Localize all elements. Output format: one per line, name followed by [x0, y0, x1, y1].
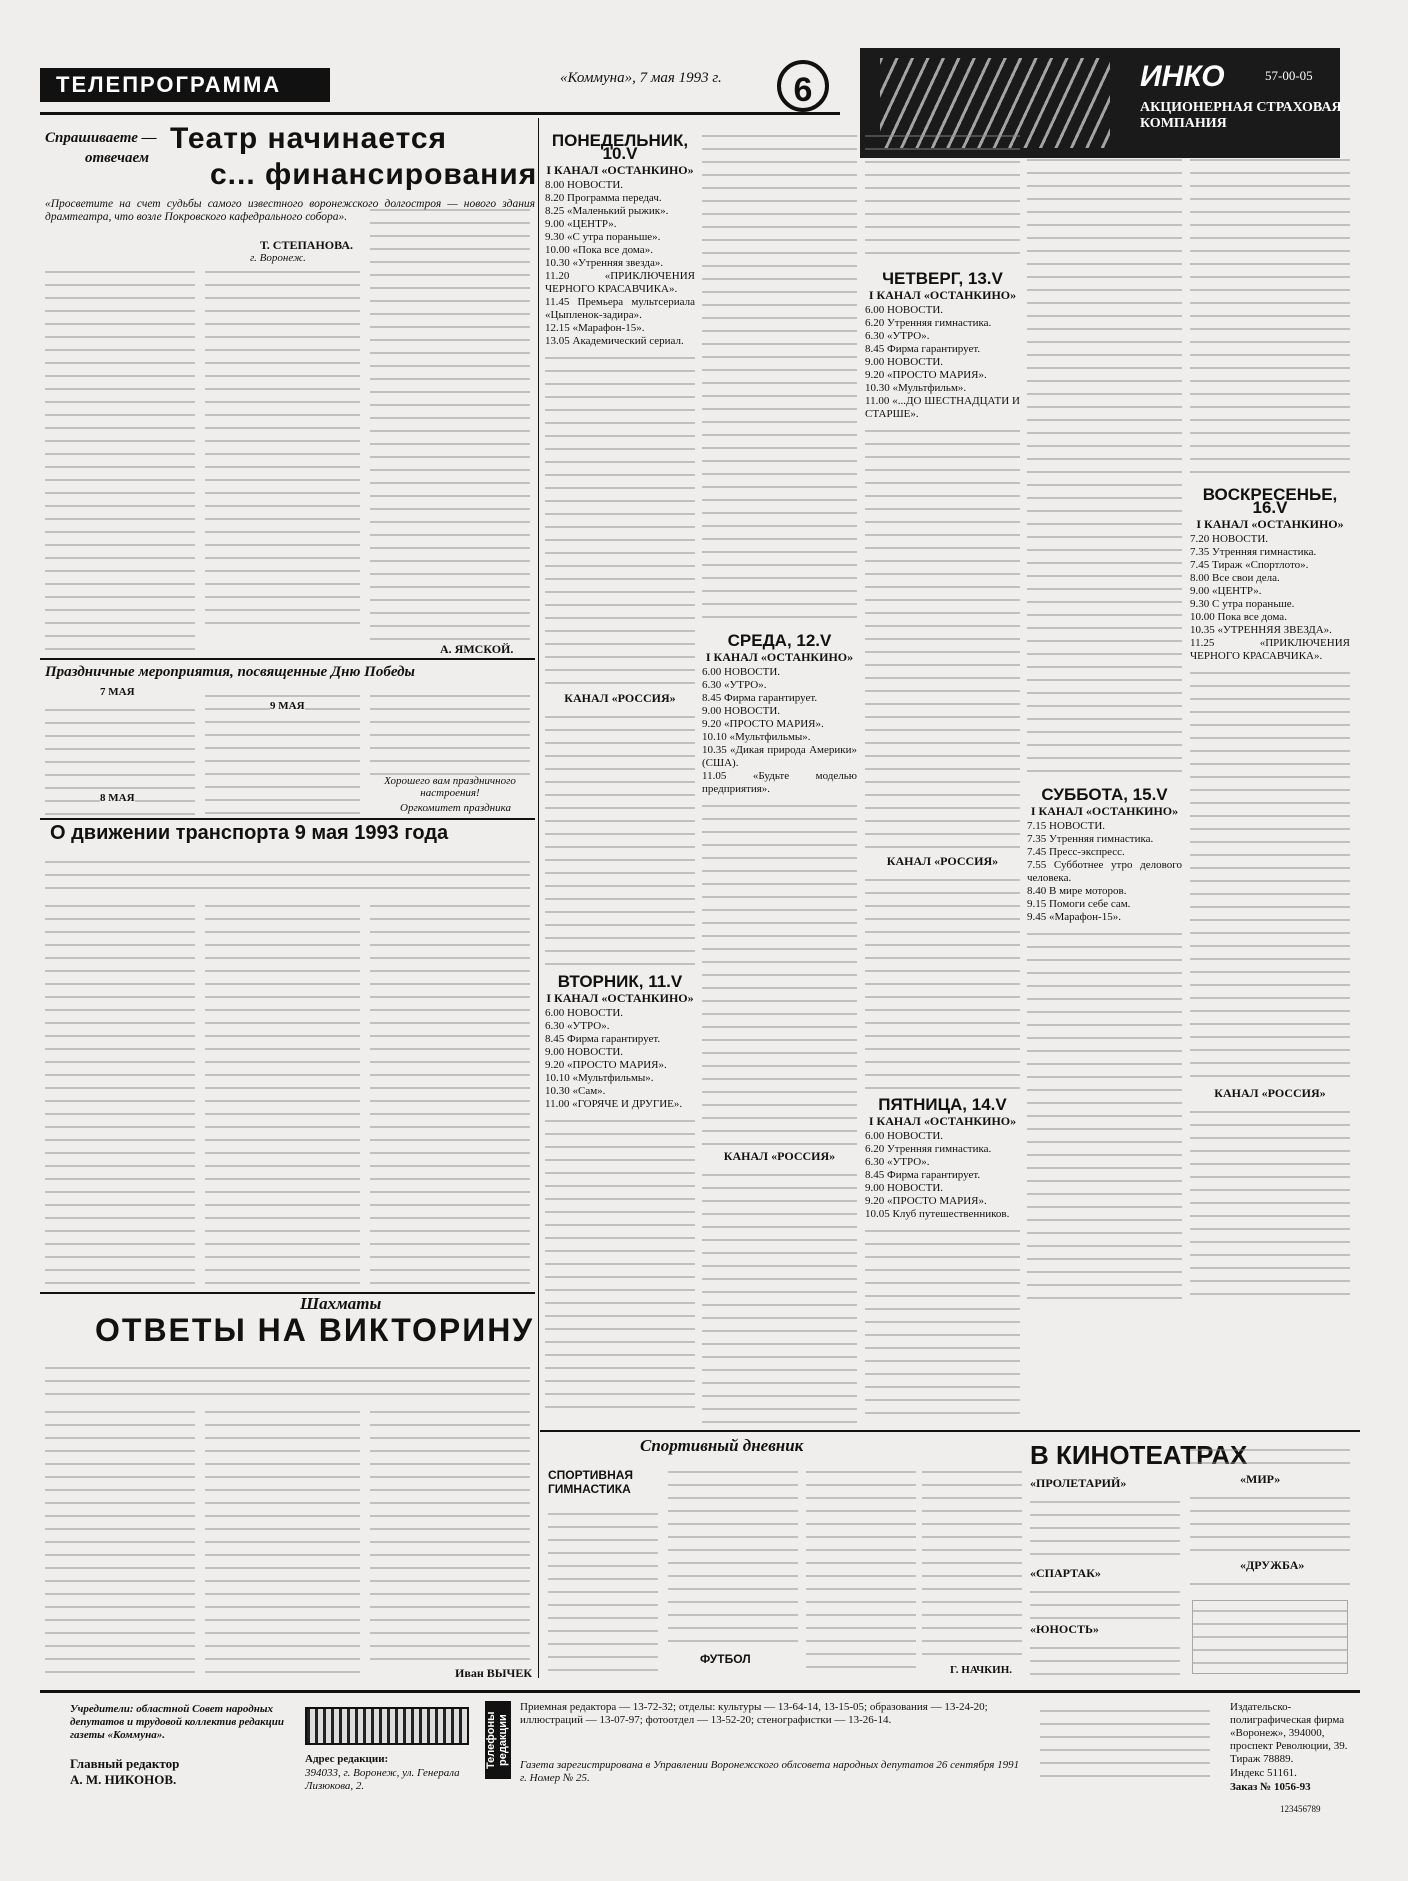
article1-city: г. Воронеж. — [250, 252, 306, 264]
header-rule — [40, 112, 840, 115]
program-item: 6.30 «УТРО». — [865, 1156, 930, 1168]
program-item: 11.20 «ПРИКЛЮЧЕНИЯ ЧЕРНОГО КРАСАВЧИКА». — [545, 270, 695, 295]
article3-title: О движении транспорта 9 мая 1993 года — [50, 822, 449, 844]
program-item: 9.00 «ЦЕНТР». — [1190, 585, 1262, 597]
program-item: 11.45 Премьера мультсериала «Цыпленок-задира». — [545, 296, 695, 321]
article1-author: Т. СТЕПАНОВА. — [260, 238, 354, 252]
article2-day8: 8 МАЯ — [100, 792, 135, 804]
tv-column-5 — [1190, 150, 1350, 1426]
rule — [40, 658, 535, 660]
article1-kicker-2: отвечаем — [85, 150, 150, 166]
printer: Издательско-полиграфическая фирма «Воронеж», 394000, проспект Революции, 39. — [1230, 1701, 1348, 1752]
channel-heading: КАНАЛ «РОССИЯ» — [1214, 1086, 1326, 1100]
program-item: 8.45 Фирма гарантирует. — [865, 1169, 981, 1181]
cinema-theatre: «ДРУЖБА» — [1240, 1558, 1305, 1572]
program-item: 9.15 Помоги себе сам. — [1027, 898, 1131, 910]
program-item: 9.00 НОВОСТИ. — [702, 705, 781, 717]
schedule-text — [1190, 663, 1350, 1083]
schedule-text — [865, 126, 1020, 264]
program-item: 9.20 «ПРОСТО МАРИЯ». — [545, 1059, 667, 1071]
schedule-text — [865, 870, 1020, 1090]
rule — [40, 818, 535, 820]
program-item: 8.00 НОВОСТИ. — [545, 179, 624, 191]
program-item: 8.45 Фирма гарантирует. — [865, 343, 981, 355]
serial-number: 123456789 — [1280, 1804, 1321, 1814]
program-item: 8.25 «Маленький рыжик». — [545, 205, 669, 217]
program-item: 13.05 Академический сериал. — [545, 335, 684, 347]
footer — [40, 1690, 1360, 1843]
program-item: 6.30 «УТРО». — [865, 330, 930, 342]
cinema-text — [1190, 1440, 1350, 1470]
schedule-text — [702, 1165, 857, 1426]
notice-box — [1192, 1600, 1348, 1674]
program-item: 8.00 Все свои дела. — [1190, 572, 1280, 584]
program-item: 10.10 «Мультфильмы». — [545, 1072, 654, 1084]
program-item: 9.00 НОВОСТИ. — [545, 1046, 624, 1058]
sport-signature: Г. НАЧКИН. — [950, 1664, 1012, 1676]
tv-column-2 — [702, 126, 857, 1426]
article2-day9: 9 МАЯ — [270, 700, 305, 712]
program-item: 10.10 «Мультфильмы». — [702, 731, 811, 743]
schedule-text — [702, 126, 857, 626]
sport-text-col3 — [806, 1462, 916, 1677]
cinema-title: В КИНОТЕАТРАХ — [1030, 1440, 1248, 1470]
channel-heading: I КАНАЛ «ОСТАНКИНО» — [705, 650, 854, 664]
program-item: 7.45 Пресс-экспресс. — [1027, 846, 1125, 858]
editor-label: Главный редактор — [70, 1756, 180, 1771]
schedule-text — [865, 1221, 1020, 1421]
issue-date: «Коммуна», 7 мая 1993 г. — [560, 70, 722, 86]
article2-org: Оргкомитет праздника — [400, 802, 511, 814]
registration: Газета зарегистрирована в Управлении Воронежского облсовета народных депутатов 26 сентября 1991 г. Номер № 25. — [520, 1759, 1020, 1784]
chess-kicker: Шахматы — [300, 1294, 382, 1313]
program-item: 10.35 «УТРЕННЯЯ ЗВЕЗДА». — [1190, 624, 1332, 636]
cinema-theatre: «СПАРТАК» — [1030, 1566, 1101, 1580]
program-item: 10.00 Пока все дома. — [1190, 611, 1287, 623]
sport-text-col2 — [668, 1462, 798, 1647]
address-label: Адрес редакции: — [305, 1753, 389, 1765]
index: Индекс 51161. — [1230, 1767, 1297, 1779]
program-item: 11.00 «ГОРЯЧЕ И ДРУГИЕ». — [545, 1098, 683, 1110]
address: 394033, г. Воронеж, ул. Генерала Лизюкова, 2. — [305, 1767, 460, 1792]
article3-text-col2 — [205, 896, 360, 1288]
schedule-text — [1027, 924, 1182, 1304]
program-item: 9.00 НОВОСТИ. — [865, 356, 944, 368]
program-item: 9.30 С утра пораньше. — [1190, 598, 1295, 610]
cinema-text — [1190, 1488, 1350, 1556]
program-item: 6.20 Утренняя гимнастика. — [865, 317, 992, 329]
day-heading: СУББОТА, 15.V — [1041, 785, 1168, 804]
program-item: 11.05 «Будьте моделью предприятия». — [702, 770, 857, 795]
cinema-theatre: «ПРОЛЕТАРИЙ» — [1030, 1476, 1127, 1490]
page-number: 6 — [777, 60, 829, 112]
notice-text — [1040, 1701, 1210, 1781]
inko-phone: 57-00-05 — [1265, 68, 1313, 83]
chess-title: ОТВЕТЫ НА ВИКТОРИНУ — [95, 1312, 535, 1348]
channel-heading: КАНАЛ «РОССИЯ» — [886, 854, 999, 868]
sport-title: Спортивный дневник — [640, 1436, 804, 1455]
article1-title-1: Театр начинается — [170, 122, 448, 155]
program-item: 6.30 «УТРО». — [545, 1020, 610, 1032]
schedule-text — [1027, 150, 1182, 780]
program-item: 10.30 «Сам». — [545, 1085, 606, 1097]
article1-kicker: Спрашиваете — — [45, 130, 157, 146]
column-divider — [538, 118, 539, 1678]
program-item: 8.20 Программа передач. — [545, 192, 662, 204]
article2-note: Хорошего вам праздничного настроения! — [384, 775, 516, 799]
program-item: 9.45 «Марафон-15». — [1027, 911, 1121, 923]
program-item: 10.30 «Мультфильм». — [865, 382, 967, 394]
article2-day7: 7 МАЯ — [100, 686, 135, 698]
article2-title: Праздничные мероприятия, посвященные Дню Победы — [45, 664, 415, 680]
building-picture — [305, 1707, 469, 1745]
day-heading: ПОНЕДЕЛЬНИК, 10.V — [551, 131, 689, 163]
program-item: 6.00 НОВОСТИ. — [865, 1130, 944, 1142]
program-item: 6.20 Утренняя гимнастика. — [865, 1143, 992, 1155]
program-item: 6.00 НОВОСТИ. — [865, 304, 944, 316]
tv-column-1 — [545, 126, 695, 1426]
chess-text-col1 — [45, 1402, 195, 1680]
program-item: 7.35 Утренняя гимнастика. — [1190, 546, 1317, 558]
article3-text-col1 — [45, 896, 195, 1288]
program-item: 10.30 «Утренняя звезда». — [545, 257, 664, 269]
article1-text-col3 — [370, 200, 530, 640]
rule — [540, 1430, 1360, 1432]
cinema-text — [1030, 1492, 1180, 1562]
program-item: 8.45 Фирма гарантирует. — [545, 1033, 661, 1045]
sport-text-col4 — [922, 1462, 1022, 1662]
section-title: ТЕЛЕПРОГРАММА — [40, 68, 330, 102]
channel-heading: I КАНАЛ «ОСТАНКИНО» — [546, 163, 694, 177]
day-heading: ЧЕТВЕРГ, 13.V — [882, 269, 1003, 288]
program-item: 10.05 Клуб путешественников. — [865, 1208, 1010, 1220]
chess-text-col3 — [370, 1402, 530, 1664]
channel-heading: КАНАЛ «РОССИЯ» — [564, 691, 676, 705]
program-item: 9.20 «ПРОСТО МАРИЯ». — [865, 1195, 987, 1207]
program-item: 12.15 «Марафон-15». — [545, 322, 645, 334]
founders: Учредители: областной Совет народных депутатов и трудовой коллектив редакции газеты «Коммуна». — [70, 1703, 285, 1741]
article2-text-col3 — [370, 686, 530, 776]
inko-subtitle: АКЦИОНЕРНАЯ СТРАХОВАЯ КОМПАНИЯ — [1140, 100, 1342, 131]
print-run: Тираж 78889. — [1230, 1753, 1294, 1765]
day-heading: ВОСКРЕСЕНЬЕ, 16.V — [1202, 485, 1338, 517]
program-item: 7.20 НОВОСТИ. — [1190, 533, 1269, 545]
chess-text-col2 — [205, 1402, 360, 1680]
article1-text-col1 — [45, 262, 195, 652]
sport-sub-football: ФУТБОЛ — [700, 1652, 751, 1666]
editor-name: А. М. НИКОНОВ. — [70, 1772, 177, 1787]
program-item: 8.40 В мире моторов. — [1027, 885, 1127, 897]
schedule-text — [545, 1111, 695, 1411]
program-item: 11.25 «ПРИКЛЮЧЕНИЯ ЧЕРНОГО КРАСАВЧИКА». — [1190, 637, 1350, 662]
program-item: 7.55 Субботнее утро делового человека. — [1027, 859, 1182, 884]
phones: Приемная редактора — 13-72-32; отделы: культуры — 13-64-14, 13-15-05; образования — 13-24-20; иллюстраций — 13-07-97; фотоотдел — 13-52-20; стенографистки — 13-26-14. — [520, 1701, 988, 1726]
tv-column-4 — [1027, 150, 1182, 1426]
program-item: 7.45 Тираж «Спортлото». — [1190, 559, 1309, 571]
cinema-theatre: «ЮНОСТЬ» — [1030, 1622, 1099, 1636]
phones-badge: Телефоны редакции — [485, 1701, 511, 1779]
article1-lead: «Просветите на счет судьбы самого известного воронежского долгостроя — нового здания драмтеатра, что возле Покровского кафедрального собора». — [45, 198, 535, 223]
program-item: 10.35 «Дикая природа Америки» (США). — [702, 744, 857, 769]
program-item: 9.00 НОВОСТИ. — [865, 1182, 944, 1194]
day-heading: СРЕДА, 12.V — [727, 631, 832, 650]
cinema-theatre: «МИР» — [1240, 1472, 1281, 1486]
day-heading: ВТОРНИК, 11.V — [557, 972, 683, 991]
program-item: 9.20 «ПРОСТО МАРИЯ». — [702, 718, 824, 730]
article3-text-col3 — [370, 896, 530, 1288]
program-item: 8.45 Фирма гарантирует. — [702, 692, 818, 704]
cinema-text — [1190, 1574, 1350, 1588]
schedule-text — [545, 348, 695, 688]
schedule-text — [865, 421, 1020, 851]
inko-logo: ИНКО — [1140, 60, 1225, 93]
program-item: 7.35 Утренняя гимнастика. — [1027, 833, 1154, 845]
channel-heading: КАНАЛ «РОССИЯ» — [723, 1149, 836, 1163]
program-item: 6.00 НОВОСТИ. — [545, 1007, 624, 1019]
tv-column-3 — [865, 126, 1020, 1426]
program-item: 9.20 «ПРОСТО МАРИЯ». — [865, 369, 987, 381]
article1-title-2: с... финансирования — [210, 158, 538, 191]
schedule-text — [545, 707, 695, 967]
channel-heading: I КАНАЛ «ОСТАНКИНО» — [1196, 517, 1344, 531]
article1-signature: А. ЯМСКОЙ. — [440, 642, 514, 656]
article3-lead — [45, 852, 530, 892]
program-item: 7.15 НОВОСТИ. — [1027, 820, 1106, 832]
schedule-text — [1190, 1102, 1350, 1302]
cinema-text — [1030, 1582, 1180, 1620]
program-item: 9.30 «С утра пораньше». — [545, 231, 661, 243]
program-item: 6.30 «УТРО». — [702, 679, 767, 691]
channel-heading: I КАНАЛ «ОСТАНКИНО» — [546, 991, 694, 1005]
program-item: 10.00 «Пока все дома». — [545, 244, 653, 256]
chess-signature: Иван ВЫЧЕК — [455, 1666, 533, 1680]
schedule-text — [1190, 150, 1350, 480]
program-item: 9.00 «ЦЕНТР». — [545, 218, 617, 230]
channel-heading: I КАНАЛ «ОСТАНКИНО» — [868, 288, 1017, 302]
channel-heading: I КАНАЛ «ОСТАНКИНО» — [1030, 804, 1179, 818]
article1-text-col2 — [205, 262, 360, 632]
cinema-text — [1030, 1638, 1180, 1678]
chess-lead — [45, 1358, 530, 1398]
sport-sub-gymnastics: СПОРТИВНАЯ ГИМНАСТИКА — [548, 1468, 634, 1496]
program-item: 6.00 НОВОСТИ. — [702, 666, 781, 678]
order-number: Заказ № 1056-93 — [1230, 1781, 1311, 1793]
sport-text-col1 — [548, 1504, 658, 1676]
day-heading: ПЯТНИЦА, 14.V — [878, 1095, 1007, 1114]
schedule-text — [702, 796, 857, 1146]
program-item: 11.00 «...ДО ШЕСТНАДЦАТИ И СТАРШЕ». — [865, 395, 1020, 420]
channel-heading: I КАНАЛ «ОСТАНКИНО» — [868, 1114, 1017, 1128]
rule — [40, 1292, 535, 1294]
